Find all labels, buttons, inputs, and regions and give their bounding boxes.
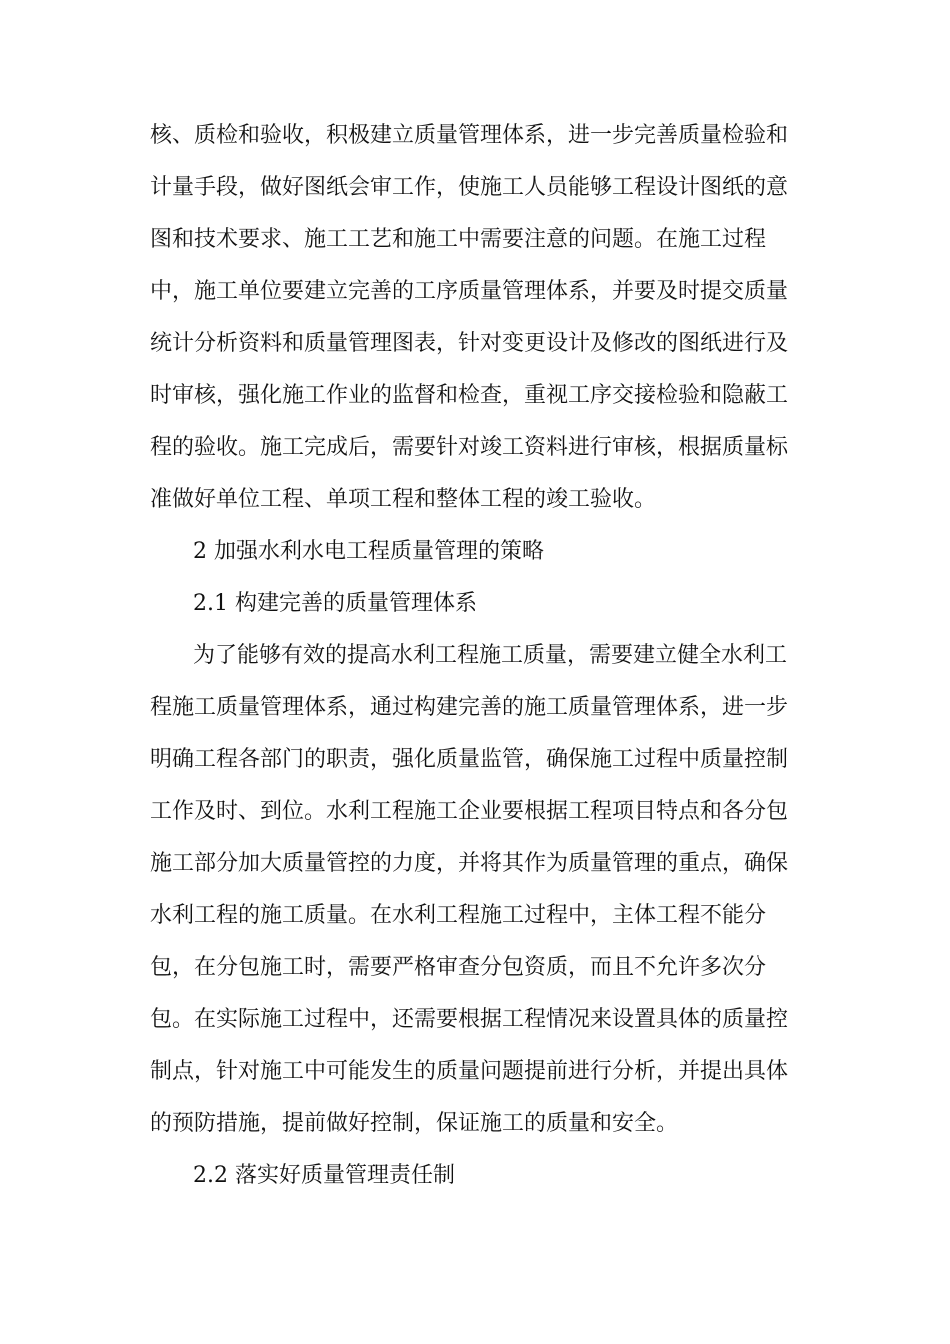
- paragraph-line: 包，在分包施工时，需要严格审查分包资质，而且不允许多次分: [150, 955, 767, 980]
- paragraph-line: 包。在实际施工过程中，还需要根据工程情况来设置具体的质量控: [150, 1007, 789, 1032]
- paragraph-line: 准做好单位工程、单项工程和整体工程的竣工验收。: [150, 487, 657, 512]
- paragraph-line: 明确工程各部门的职责，强化质量监管，确保施工过程中质量控制: [150, 747, 789, 772]
- paragraph-line: 中，施工单位要建立完善的工序质量管理体系，并要及时提交质量: [150, 279, 789, 304]
- paragraph-line: 施工部分加大质量管控的力度，并将其作为质量管理的重点，确保: [150, 851, 789, 876]
- subsection-heading: 2.1 构建完善的质量管理体系: [193, 591, 477, 616]
- paragraph-line: 程的验收。施工完成后，需要针对竣工资料进行审核，根据质量标: [150, 435, 789, 460]
- paragraph-line: 水利工程的施工质量。在水利工程施工过程中，主体工程不能分: [150, 903, 767, 928]
- section-heading: 2 加强水利水电工程质量管理的策略: [193, 539, 544, 564]
- paragraph-line: 程施工质量管理体系，通过构建完善的施工质量管理体系，进一步: [150, 695, 789, 720]
- paragraph-line: 制点，针对施工中可能发生的质量问题提前进行分析，并提出具体: [150, 1059, 789, 1084]
- paragraph-line: 计量手段，做好图纸会审工作，使施工人员能够工程设计图纸的意: [150, 175, 789, 200]
- paragraph-line: 时审核，强化施工作业的监督和检查，重视工序交接检验和隐蔽工: [150, 383, 789, 408]
- paragraph-line: 核、质检和验收，积极建立质量管理体系，进一步完善质量检验和: [150, 123, 789, 148]
- paragraph-line: 工作及时、到位。水利工程施工企业要根据工程项目特点和各分包: [150, 799, 789, 824]
- paragraph-line: 统计分析资料和质量管理图表，针对变更设计及修改的图纸进行及: [150, 331, 789, 356]
- paragraph-line: 为了能够有效的提高水利工程施工质量，需要建立健全水利工: [193, 643, 788, 668]
- subsection-heading: 2.2 落实好质量管理责任制: [193, 1163, 455, 1188]
- paragraph-line: 图和技术要求、施工工艺和施工中需要注意的问题。在施工过程: [150, 227, 767, 252]
- paragraph-line: 的预防措施，提前做好控制，保证施工的质量和安全。: [150, 1111, 679, 1136]
